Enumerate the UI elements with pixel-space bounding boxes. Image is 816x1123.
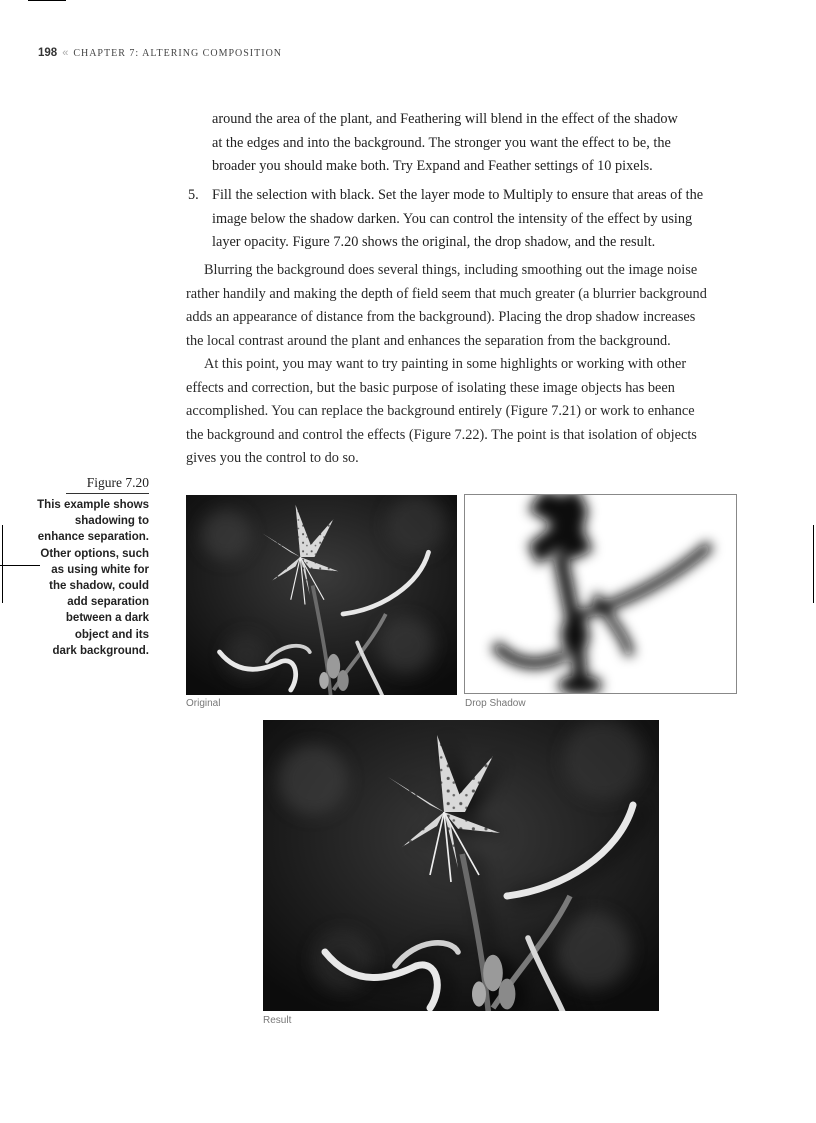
caption-line: between a dark (65, 612, 149, 625)
caption-line: shadowing to (74, 515, 149, 528)
figure-image-original (186, 495, 457, 695)
header-separator: « (62, 47, 69, 59)
caption-line: This example shows (37, 499, 149, 511)
crop-mark-left (2, 525, 3, 603)
label-result: Result (263, 1015, 292, 1026)
step-5 (188, 184, 736, 255)
crop-mark-right (813, 525, 814, 603)
text-line: broader you should make both. Try Expand and Feather settings of 10 pixels. (212, 158, 653, 174)
running-header (38, 47, 282, 59)
chapter-title: CHAPTER 7: ALTERING COMPOSITION (73, 48, 283, 59)
caption-line: enhance separation. (37, 531, 149, 544)
label-drop-shadow: Drop Shadow (465, 698, 526, 709)
text-line: at the edges and into the background. The stronger you want the effect to be, the (212, 134, 671, 151)
page-number: 198 (38, 47, 58, 59)
text-line: rather handily and making the depth of field seem that much greater (a blurrier background (186, 285, 707, 302)
continued-step-text (212, 108, 736, 179)
text-line: adds an appearance of distance from the background). Placing the drop shadow increases (186, 309, 696, 325)
text-line: around the area of the plant, and Feathering will blend in the effect of the shadow (212, 111, 678, 127)
caption-line: Other options, such (40, 547, 149, 560)
text-line: accomplished. You can replace the background entirely (Figure 7.21) or work to enhance (186, 403, 695, 419)
figure-image-drop-shadow (464, 494, 737, 694)
paragraph-blurring (186, 259, 736, 353)
crop-mark-top-left (28, 0, 66, 1)
text-line: the background and control the effects (Figure 7.22). The point is that isolation of objects (186, 426, 697, 443)
text-line: Blurring the background does several things, including smoothing out the image noise (204, 262, 698, 278)
figure-image-result (263, 720, 659, 1011)
caption-line: dark background. (52, 644, 149, 657)
caption-line: object and its (74, 628, 149, 641)
step-number: 5. (188, 187, 199, 203)
caption-line: as using white for (51, 563, 149, 576)
text-line: At this point, you may want to try painting in some highlights or working with other (204, 356, 687, 372)
caption-line: add separation (67, 596, 149, 609)
text-line: effects and correction, but the basic purpose of isolating these image objects has been (186, 379, 675, 396)
text-line: Fill the selection with black. Set the layer mode to Multiply to ensure that areas of the (212, 187, 704, 203)
text-line: the local contrast around the plant and enhances the separation from the background. (186, 332, 671, 349)
paragraph-isolation (186, 353, 736, 471)
figure-caption (30, 497, 149, 659)
label-original: Original (186, 698, 221, 709)
text-line: layer opacity. Figure 7.20 shows the original, the drop shadow, and the result. (212, 234, 656, 250)
text-line: gives you the control to do so. (186, 450, 359, 466)
figure-label: Figure 7.20 (66, 475, 149, 494)
text-line: image below the shadow darken. You can control the intensity of the effect by using (212, 210, 693, 227)
caption-line: the shadow, could (49, 580, 149, 593)
